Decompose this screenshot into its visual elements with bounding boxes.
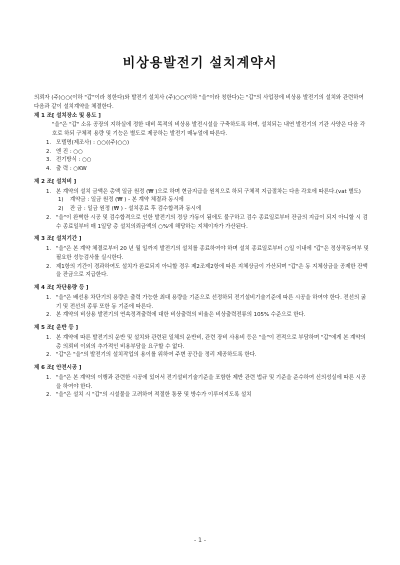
article-4 [34,284,370,320]
article-1-paragraph: "을"은 "갑" 소유 공장의 지하실에 정한 대비 목적의 비상용 발전시설을 구축하도록 하며, 설치되는 내연 발전기의 기관 사양은 다음 각호로 하되 구체적 용량 및 기능은 별도로 제공하는 발전기 매뉴얼에 따른다. [52,122,366,137]
article-4-item: 2. 본 계약의 비상용 발전기의 연속정격출력에 대한 비상출력의 비율은 비상출력전류의 105% 수준으로 한다. [46,312,306,319]
article-2-item: 1. 본 계약의 설치 금액은 총액 일금 원정 (₩ )으로 하며 현금지급을 원칙으로 하되 구체적 지급절차는 다음 각호에 따른다.(vat 별도) [46,188,361,195]
article-2 [34,178,370,232]
article-5 [34,324,370,360]
article-5-item: 2. "갑"은 "을"의 발전기의 설치작업의 용이를 위하여 주변 공간을 정리 제공하도록 한다. [46,352,257,359]
document-body [34,94,370,404]
article-5-heading: 제 5 조[ 운반 등 ] [34,325,79,331]
document-title: 비상용발전기 설치계약서 [122,56,278,71]
article-2-heading: 제 2 조[ 설치비 ] [34,178,77,185]
intro-paragraph: 의뢰자 (주)○○(이하 "갑"이라 칭한다)와 발전기 설치사 (주)○○(이하 "을"이라 칭한다)는 "갑"의 사업장에 비상용 발전기의 설치와 관련하여 다음과 같이 설치계약을 체결한다. [34,95,364,110]
article-3 [34,235,370,280]
article-3-item: 2. 제1항의 기간이 경과하여도 설치가 완료되지 아니할 경우 제2조제2항에 따른 지체상금이 가산되며 "갑"은 동 지체상금을 공제한 잔액을 잔금으로 지급한다. [46,263,368,279]
page-number: - 1 - [194,537,206,544]
article-6 [34,364,370,400]
article-1-item: 3. 전기방식 : ○○ [46,157,92,164]
article-6-heading: 제 6 조[ 안전시공 ] [34,365,82,371]
article-3-item: 1. "을"은 본 계약 체결로부터 20 년 월 일까지 발전기의 설치를 종료하여야 하며 설치 종료일로부터 ○일 이내에 "갑"은 정상작동여부 및 필요한 성능검사를 실시한다. [46,246,369,261]
article-1 [34,112,370,174]
article-2-item: 2. "을"이 완벽한 시공 및 검수합격으로 인한 발전기의 정상 가동이 됨에도 불구하고 검수 종료일로부터 잔금의 지급이 되지 아니할 시 검수 종료일부터 매 1일당 총 설치의뢰금액의 ○%에 해당하는 지체이자가 가산된다. [46,214,368,230]
article-2-subitem: 2) 잔 금 : 일금 원정 (₩ ) - 설치종료 후 검수합격과 동시에 [58,206,202,212]
article-1-heading: 제 1 조[ 설치장소 및 용도 ] [34,112,101,119]
article-5-item: 1. 본 계약에 따른 발전기의 운반 및 설치와 관련된 일체의 운반비, 관련 장비 사용비 등은 "을"이 전적으로 부담하며 "갑"에게 본 계약의 총 의뢰비 이외의 추가적인 비용부담을 요구할 수 없다. [46,334,366,350]
article-2-subitem: 1) 계약금 : 일금 원정 (₩ ) - 본 계약 체결과 동시에 [58,197,184,204]
article-4-item: 1. "을"은 배선용 차단기의 용량은 출력 가능한 최대 용량을 기준으로 선정하되 전기설비기술기준에 따른 시공을 하여야 한다. 전선의 굵기 및 전선의 종류 또한 동 기준에 따른다. [46,294,367,310]
article-6-item: 2. "을"은 설치 시 "갑"의 시설물을 고려하여 적절한 통풍 및 방수가 이루어지도록 설치 [46,392,252,399]
article-6-item: 1. "을"은 본 계약의 이행과 관련한 시공에 있어서 전기설비기술기준을 포함한 제반 관련 법규 및 기준을 준수하여 신의성실에 따른 시공을 하여야 한다. [46,374,367,390]
article-3-heading: 제 3 조[ 설치기간 ] [34,236,82,243]
article-1-item: 1. 모델명(제조사) : ○○((주)○○) [46,139,130,146]
article-1-item: 4. 출 력 : ○KW [46,166,87,172]
article-1-item: 2. 엔 진 : ○○ [46,148,83,155]
article-4-heading: 제 4 조[ 차단용량 등 ] [34,285,89,291]
